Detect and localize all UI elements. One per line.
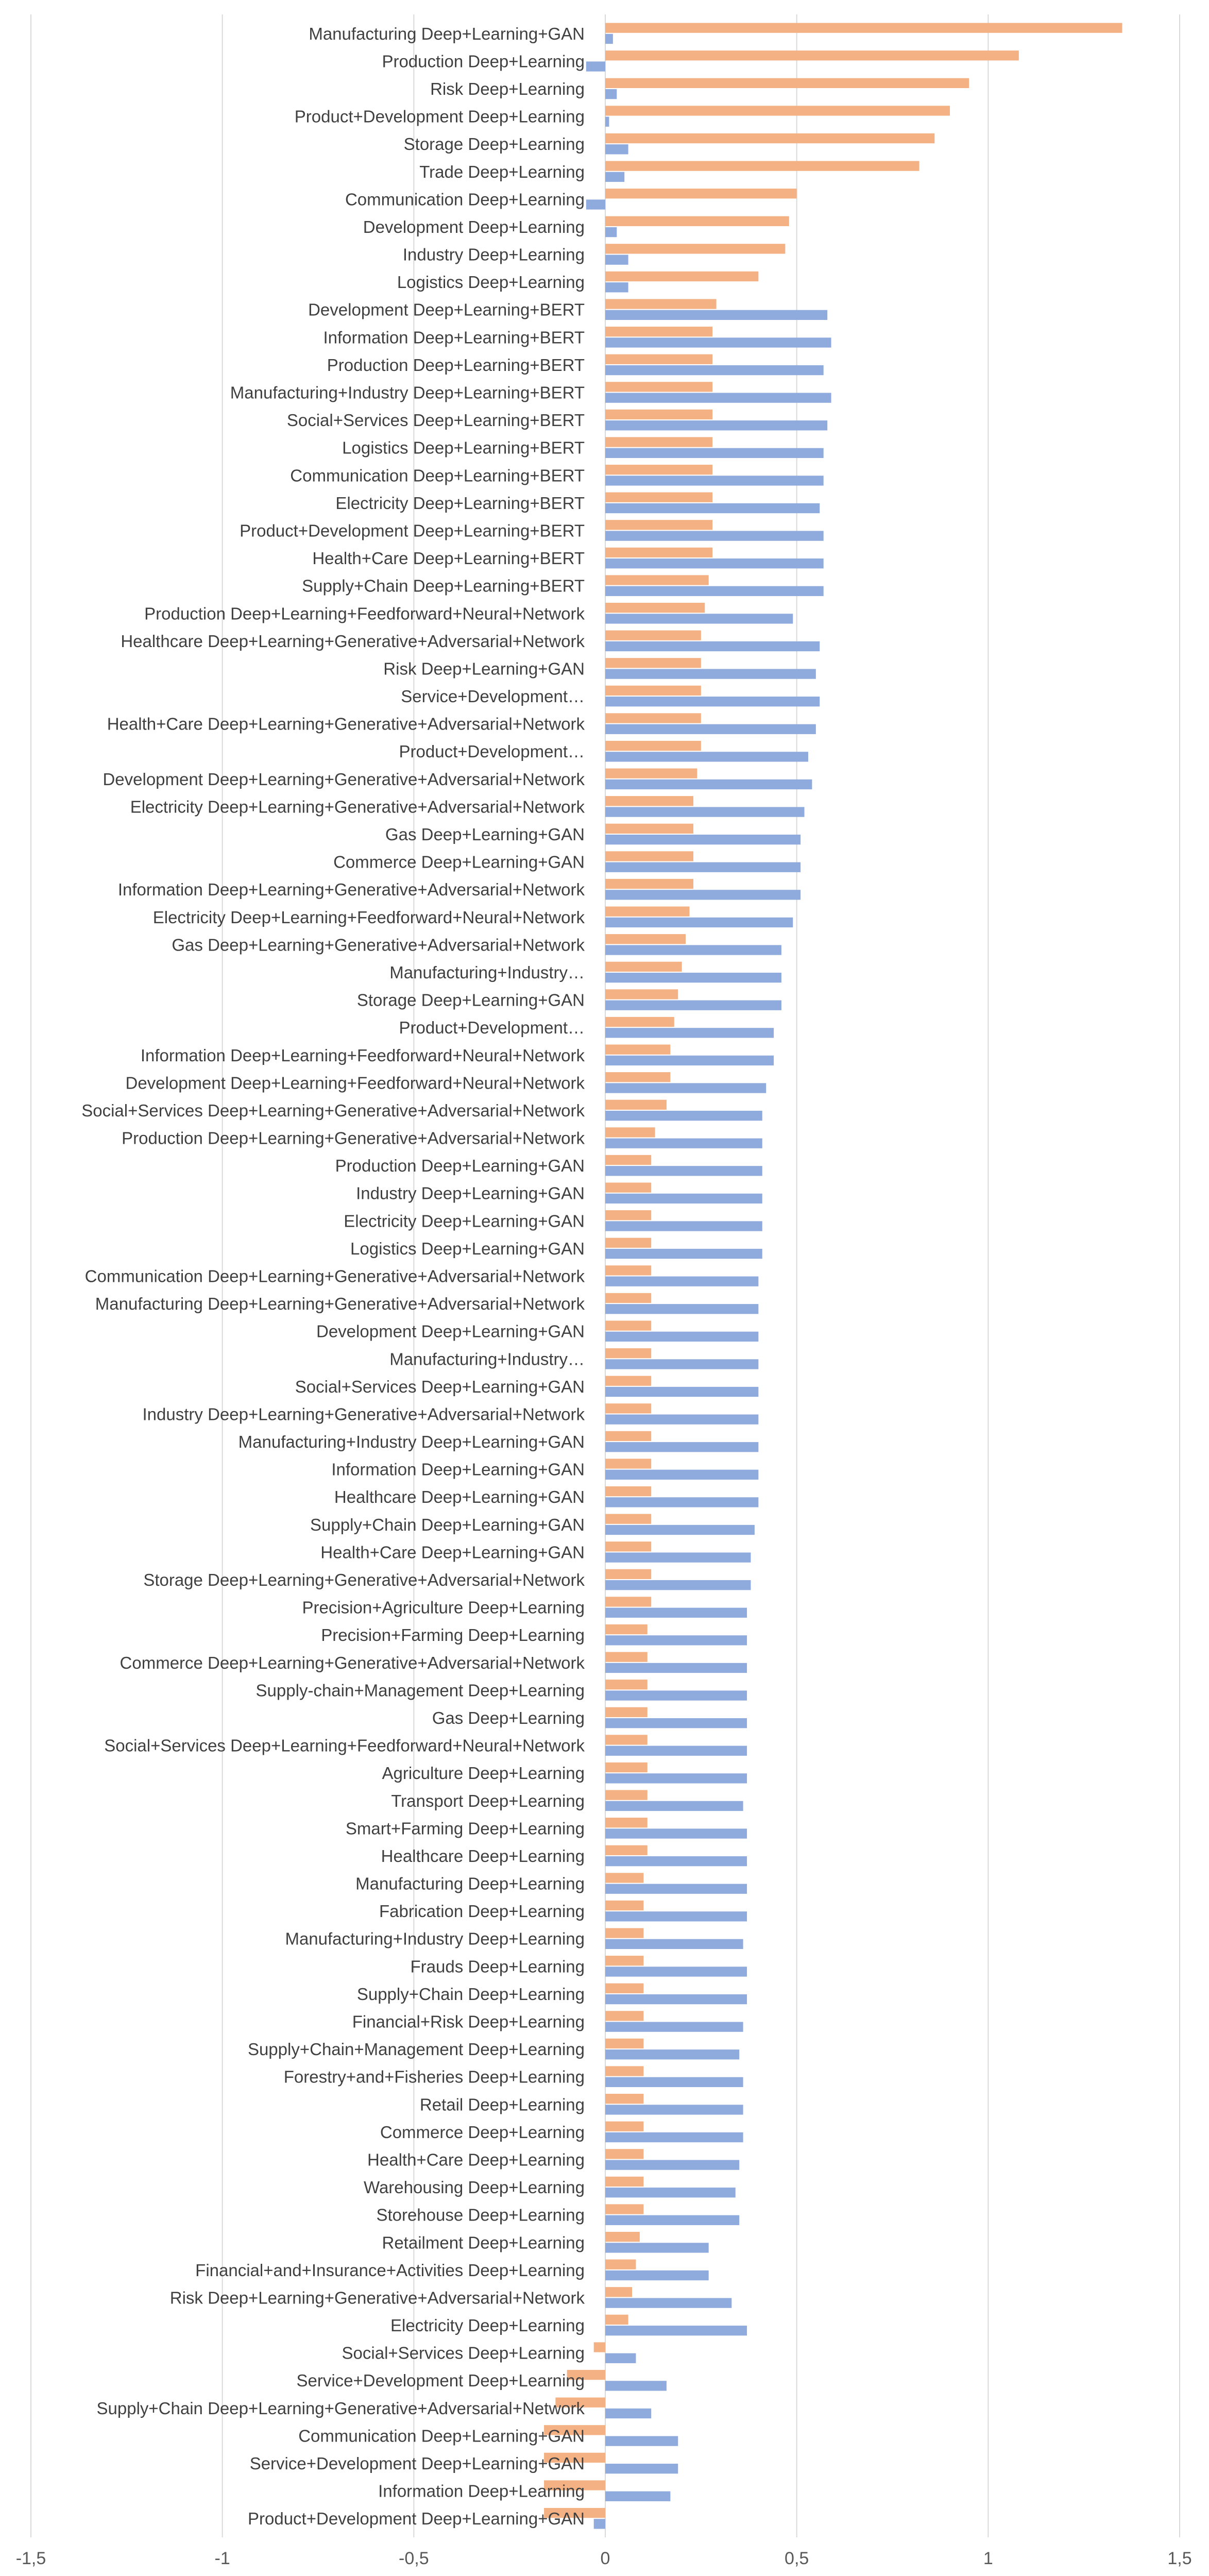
bar-d2 [605, 769, 697, 778]
bar-d1 [605, 1166, 762, 1176]
category-label: Logistics Deep+Learning [397, 273, 585, 292]
category-label: Supply+Chain Deep+Learning [356, 1984, 585, 2004]
bar-d2 [605, 1100, 667, 1110]
category-label: Manufacturing+Industry Deep+Learning [285, 1929, 585, 1948]
category-label: Supply-chain+Management Deep+Learning [256, 1681, 585, 1700]
bar-d1 [605, 918, 793, 927]
x-tick-label: -1,5 [15, 2549, 46, 2568]
category-label: Supply+Chain+Management Deep+Learning [247, 2040, 585, 2059]
category-label: Health+Care Deep+Learning+GAN [320, 1543, 585, 1562]
x-axis-ticks [16, 2549, 1192, 2568]
category-label: Supply+Chain Deep+Learning+GAN [310, 1515, 585, 1534]
bar-d1 [605, 2077, 743, 2087]
bar-d1 [605, 2243, 709, 2252]
bar-d1 [605, 2215, 739, 2225]
bar-d2 [605, 658, 701, 668]
bar-d2 [605, 1238, 651, 1248]
category-label: Healthcare Deep+Learning+GAN [334, 1487, 585, 1507]
category-label: Product+Development Deep+Learning+BERT [240, 521, 585, 540]
bar-d1 [605, 890, 801, 900]
category-label: Development Deep+Learning+GAN [316, 1321, 585, 1341]
category-label: Production Deep+Learning+GAN [335, 1156, 585, 1176]
bar-d1 [605, 1635, 747, 1645]
bar-d1 [605, 1332, 758, 1342]
bar-d2 [605, 1293, 651, 1303]
category-label: Social+Services Deep+Learning+GAN [295, 1377, 585, 1396]
bar-d2 [605, 161, 919, 171]
category-label: Production Deep+Learning+Feedforward+Neural+Network [144, 604, 585, 623]
bar-d2 [605, 1901, 643, 1910]
category-label: Industry Deep+Learning+GAN [356, 1183, 585, 1203]
bar-d1 [605, 34, 613, 44]
category-label: Communication Deep+Learning+Generative+Adversarial+Network [84, 1266, 585, 1286]
bar-d1 [605, 1884, 747, 1894]
bar-d2 [605, 1265, 651, 1275]
category-label: Health+Care Deep+Learning [367, 2150, 585, 2170]
category-label: Gas Deep+Learning+Generative+Adversarial+Network [172, 935, 585, 955]
bar-d2 [605, 851, 693, 861]
bar-d2 [605, 2232, 640, 2242]
bar-d1 [605, 1773, 747, 1783]
bar-d2 [605, 1044, 670, 1054]
bar-d1 [605, 1580, 751, 1590]
bar-d1 [605, 1525, 755, 1535]
bar-d1 [605, 89, 617, 99]
category-label: Product+Development Deep+Learning [294, 107, 585, 126]
bar-d2 [605, 1486, 651, 1496]
category-label: Manufacturing+Industry Deep+Learning+BERT [230, 383, 585, 402]
bar-d2 [605, 1928, 643, 1938]
bar-d1 [605, 1249, 762, 1259]
bar-d1 [605, 2105, 743, 2114]
bar-d1 [605, 1967, 747, 1976]
bar-d1 [605, 1139, 762, 1148]
bar-d2 [605, 1459, 651, 1468]
bar-d1 [605, 1856, 747, 1866]
bar-d1 [605, 1552, 751, 1562]
bar-d1 [605, 1056, 774, 1065]
bar-d1 [605, 1911, 747, 1921]
category-label: Product+Development… [399, 742, 585, 761]
bar-d1 [605, 1939, 743, 1949]
bar-d2 [605, 1984, 643, 1993]
bar-d1 [605, 1111, 762, 1121]
bar-d2 [605, 796, 693, 806]
category-label: Product+Development Deep+Learning+GAN [248, 2509, 585, 2529]
bar-d1 [605, 586, 824, 596]
bar-d2 [605, 1569, 651, 1579]
category-label: Gas Deep+Learning [432, 1708, 585, 1727]
bar-d1 [605, 697, 820, 706]
bar-d1 [605, 973, 781, 982]
bar-d2 [605, 934, 686, 944]
category-label: Communication Deep+Learning+BERT [290, 466, 585, 485]
bar-d1 [605, 2492, 670, 2501]
category-label: Health+Care Deep+Learning+Generative+Adversarial+Network [107, 714, 585, 734]
category-label: Manufacturing Deep+Learning+Generative+Adversarial+Network [95, 1294, 585, 1314]
bar-d2 [605, 272, 758, 281]
category-label: Development Deep+Learning+Feedforward+Neural+Network [125, 1073, 585, 1093]
category-label: Fabrication Deep+Learning [379, 1902, 585, 1921]
bar-d2 [605, 1320, 651, 1330]
bar-d2 [605, 1210, 651, 1220]
bar-d2 [605, 327, 712, 336]
bar-d1 [605, 2326, 747, 2335]
category-label: Commerce Deep+Learning [380, 2122, 585, 2142]
bar-d1 [605, 310, 827, 320]
bar-d1 [605, 835, 801, 844]
bar-d1 [605, 779, 812, 789]
bars [544, 23, 1122, 2529]
bar-d1 [605, 1414, 758, 1424]
x-tick-label: -1 [214, 2549, 230, 2568]
category-label: Manufacturing Deep+Learning+GAN [309, 24, 585, 43]
bar-d2 [605, 1790, 648, 1800]
bar-d2 [605, 906, 690, 916]
bar-d2 [605, 1707, 648, 1717]
x-tick-label: 0,5 [785, 2549, 809, 2568]
bar-d1 [605, 1221, 762, 1231]
bar-d2 [594, 2342, 605, 2352]
bar-d2 [605, 1762, 648, 1772]
bar-d2 [605, 1155, 651, 1165]
bar-d1 [605, 1083, 766, 1093]
category-label: Manufacturing+Industry… [389, 962, 585, 982]
bar-d2 [605, 354, 712, 364]
category-label: Trade Deep+Learning [419, 162, 585, 181]
category-label: Frauds Deep+Learning [410, 1957, 585, 1976]
bar-d2 [605, 879, 693, 889]
bar-d2 [605, 493, 712, 502]
category-label: Gas Deep+Learning+GAN [385, 825, 585, 844]
bar-d2 [605, 1514, 651, 1524]
category-label: Communication Deep+Learning+GAN [298, 2426, 585, 2446]
bar-d2 [605, 989, 678, 999]
bar-d1 [605, 1497, 758, 1507]
category-label: Supply+Chain Deep+Learning+Generative+Adversarial+Network [96, 2398, 585, 2418]
category-label: Storage Deep+Learning+Generative+Adversarial+Network [143, 1570, 585, 1590]
category-label: Electricity Deep+Learning+GAN [344, 1211, 585, 1231]
category-label: Agriculture Deep+Learning [382, 1764, 585, 1783]
bar-d2 [605, 1818, 648, 1827]
bar-d2 [605, 2204, 643, 2214]
bar-d2 [605, 548, 712, 557]
bar-d2 [605, 2177, 643, 2187]
category-label: Development Deep+Learning [363, 217, 585, 236]
bar-d1 [605, 1359, 758, 1369]
category-label: Social+Services Deep+Learning+BERT [286, 411, 585, 430]
category-label: Commerce Deep+Learning+Generative+Adversarial+Network [120, 1653, 585, 1672]
category-label: Production Deep+Learning+Generative+Adversarial+Network [122, 1128, 585, 1148]
bar-d1 [605, 945, 781, 955]
bar-d1 [586, 61, 605, 71]
bar-d2 [605, 1541, 651, 1551]
bar-d2 [605, 575, 709, 585]
bar-d1 [605, 365, 824, 375]
category-label: Precision+Agriculture Deep+Learning [302, 1598, 585, 1617]
bar-d2 [605, 962, 682, 972]
bar-d2 [605, 216, 789, 226]
category-label: Financial+Risk Deep+Learning [352, 2012, 585, 2031]
category-label: Social+Services Deep+Learning+Feedforward+Neural+Network [104, 1736, 585, 1755]
bar-d1 [605, 558, 824, 568]
bar-d1 [605, 227, 617, 237]
bar-d1 [605, 1801, 743, 1811]
bar-d1 [594, 2519, 605, 2529]
bar-d1 [605, 724, 816, 734]
category-label: Commerce Deep+Learning+GAN [333, 852, 585, 872]
bar-d2 [605, 1376, 651, 1386]
category-label: Industry Deep+Learning [402, 245, 585, 264]
bar-d1 [605, 1001, 781, 1010]
category-label: Communication Deep+Learning [345, 190, 585, 209]
bar-d2 [605, 189, 797, 198]
bar-d2 [605, 1624, 648, 1634]
category-labels [81, 24, 585, 2528]
category-label: Risk Deep+Learning+Generative+Adversarial+Network [169, 2288, 585, 2308]
category-label: Warehousing Deep+Learning [364, 2178, 585, 2197]
bar-d1 [605, 2436, 678, 2446]
category-label: Information Deep+Learning+GAN [331, 1460, 585, 1479]
category-label: Information Deep+Learning+Generative+Adversarial+Network [117, 880, 585, 900]
bar-d2 [605, 437, 712, 447]
bar-d1 [605, 255, 628, 265]
bar-d2 [605, 1680, 648, 1689]
bar-d1 [605, 1690, 747, 1700]
category-label: Development Deep+Learning+Generative+Adversarial+Network [103, 769, 585, 789]
bar-d1 [605, 1028, 774, 1038]
bar-d1 [605, 1994, 747, 2004]
bar-d2 [605, 465, 712, 474]
category-label: Electricity Deep+Learning+Generative+Adversarial+Network [130, 797, 585, 817]
category-label: Risk Deep+Learning+GAN [383, 659, 585, 679]
bar-d1 [605, 2381, 667, 2391]
bar-d1 [605, 752, 808, 761]
bar-d1 [605, 1470, 758, 1480]
bar-d2 [605, 1431, 651, 1441]
bar-d2 [605, 382, 712, 392]
bar-d1 [605, 393, 831, 403]
bar-d1 [605, 337, 831, 347]
bar-d2 [605, 50, 1019, 60]
category-label: Healthcare Deep+Learning+Generative+Adversarial+Network [121, 631, 585, 651]
bar-d2 [605, 133, 934, 143]
x-tick-label: 1 [983, 2549, 993, 2568]
category-label: Storage Deep+Learning+GAN [356, 990, 585, 1010]
bar-d2 [605, 603, 705, 613]
category-label: Transport Deep+Learning [391, 1791, 585, 1810]
category-label: Electricity Deep+Learning+Feedforward+Neural+Network [152, 907, 585, 927]
bar-d2 [605, 2149, 643, 2159]
bar-d2 [605, 2122, 643, 2131]
category-label: Production Deep+Learning [382, 52, 585, 71]
category-label: Manufacturing Deep+Learning [355, 1874, 585, 1893]
category-label: Information Deep+Learning+BERT [323, 328, 585, 347]
category-label: Precision+Farming Deep+Learning [321, 1625, 585, 1645]
bar-d2 [605, 713, 701, 723]
bar-d1 [605, 2270, 709, 2280]
bar-d2 [605, 2011, 643, 2021]
category-label: Development Deep+Learning+BERT [308, 300, 585, 319]
bar-d1 [605, 2022, 743, 2032]
category-label: Healthcare Deep+Learning [381, 1846, 585, 1866]
bar-d2 [605, 631, 701, 640]
bar-d1 [605, 1746, 747, 1756]
bar-d1 [605, 2132, 743, 2142]
bar-d2 [605, 1735, 648, 1744]
bar-d1 [605, 862, 801, 872]
category-label: Smart+Farming Deep+Learning [345, 1819, 585, 1838]
category-label: Electricity Deep+Learning [390, 2316, 585, 2335]
x-tick-label: 0 [600, 2549, 610, 2568]
bar-d2 [605, 78, 969, 88]
bar-d2 [605, 1127, 655, 1137]
bar-d2 [605, 1017, 674, 1027]
bar-d1 [605, 117, 609, 127]
bar-d2 [605, 1182, 651, 1192]
bar-d2 [605, 410, 712, 419]
bar-d2 [605, 244, 785, 253]
category-label: Financial+and+Insurance+Activities Deep+Learning [195, 2260, 585, 2280]
bar-d2 [605, 1873, 643, 1883]
bar-d2 [605, 23, 1122, 33]
bar-d1 [605, 2188, 736, 2197]
bar-d2 [605, 1845, 648, 1855]
category-label: Storage Deep+Learning [403, 134, 585, 154]
category-label: Information Deep+Learning [378, 2481, 585, 2501]
bar-d1 [605, 807, 805, 817]
bar-d2 [605, 299, 717, 309]
bar-d1 [605, 503, 820, 513]
bar-d1 [605, 669, 816, 679]
category-label: Information Deep+Learning+Feedforward+Neural+Network [140, 1045, 585, 1065]
category-label: Social+Services Deep+Learning [342, 2343, 585, 2363]
bar-d2 [605, 1652, 648, 1662]
bar-d1 [605, 2160, 739, 2170]
bar-d2 [605, 686, 701, 696]
category-label: Service+Development Deep+Learning+GAN [249, 2454, 585, 2473]
bar-d1 [605, 1194, 762, 1204]
bar-d2 [605, 2066, 643, 2076]
bar-d2 [605, 1956, 643, 1965]
bar-d1 [605, 1828, 747, 1838]
category-label: Electricity Deep+Learning+BERT [335, 493, 585, 513]
bar-d1 [586, 199, 605, 209]
bar-d2 [605, 2287, 632, 2297]
bar-d2 [605, 741, 701, 751]
bar-d2 [605, 824, 693, 834]
bar-d2 [605, 2315, 628, 2325]
category-label: Manufacturing+Industry… [389, 1349, 585, 1369]
x-tick-label: -0,5 [399, 2549, 429, 2568]
category-label: Health+Care Deep+Learning+BERT [312, 549, 585, 568]
bar-d1 [605, 1442, 758, 1452]
category-label: Service+Development Deep+Learning [296, 2371, 585, 2391]
bar-d1 [605, 1387, 758, 1397]
bar-d2 [605, 2039, 643, 2048]
category-label: Storehouse Deep+Learning [376, 2205, 585, 2225]
bar-d2 [605, 1597, 651, 1606]
bar-d1 [605, 282, 628, 292]
category-label: Risk Deep+Learning [430, 79, 585, 98]
category-label: Retailment Deep+Learning [382, 2233, 585, 2252]
bar-d1 [605, 476, 824, 485]
bar-d1 [605, 448, 824, 458]
bar-d1 [605, 2409, 651, 2418]
bar-d2 [605, 520, 712, 530]
bar-d1 [605, 1663, 747, 1673]
bar-d2 [605, 106, 950, 115]
bar-d1 [605, 1277, 758, 1286]
bar-d2 [605, 1348, 651, 1358]
bar-d2 [605, 2260, 636, 2269]
bar-d1 [605, 2464, 678, 2473]
category-label: Manufacturing+Industry Deep+Learning+GAN [238, 1432, 585, 1452]
bar-d1 [605, 2298, 731, 2308]
category-label: Forestry+and+Fisheries Deep+Learning [283, 2067, 585, 2087]
bar-d1 [605, 641, 820, 651]
bar-d2 [605, 1072, 670, 1082]
category-label: Social+Services Deep+Learning+Generative+Adversarial+Network [81, 1100, 585, 1120]
bar-d2 [605, 2094, 643, 2104]
bar-d1 [605, 144, 628, 154]
category-label: Industry Deep+Learning+Generative+Adversarial+Network [142, 1404, 585, 1424]
bar-d1 [605, 1718, 747, 1728]
bar-d1 [605, 172, 624, 182]
category-label: Supply+Chain Deep+Learning+BERT [302, 576, 585, 596]
category-label: Product+Development… [399, 1018, 585, 1038]
bar-d1 [605, 531, 824, 540]
bar-d1 [605, 1304, 758, 1314]
category-label: Logistics Deep+Learning+BERT [342, 438, 585, 457]
category-label: Logistics Deep+Learning+GAN [350, 1239, 585, 1258]
bar-d1 [605, 2049, 739, 2059]
bar-d1 [605, 2353, 636, 2363]
x-tick-label: 1,5 [1167, 2549, 1192, 2568]
bar-d2 [605, 1403, 651, 1413]
category-label: Service+Development… [401, 687, 585, 706]
bar-d1 [605, 614, 793, 623]
category-label: Production Deep+Learning+BERT [327, 355, 585, 375]
bar-d1 [605, 1608, 747, 1618]
bar-d1 [605, 420, 827, 430]
category-label: Retail Deep+Learning [419, 2095, 585, 2114]
